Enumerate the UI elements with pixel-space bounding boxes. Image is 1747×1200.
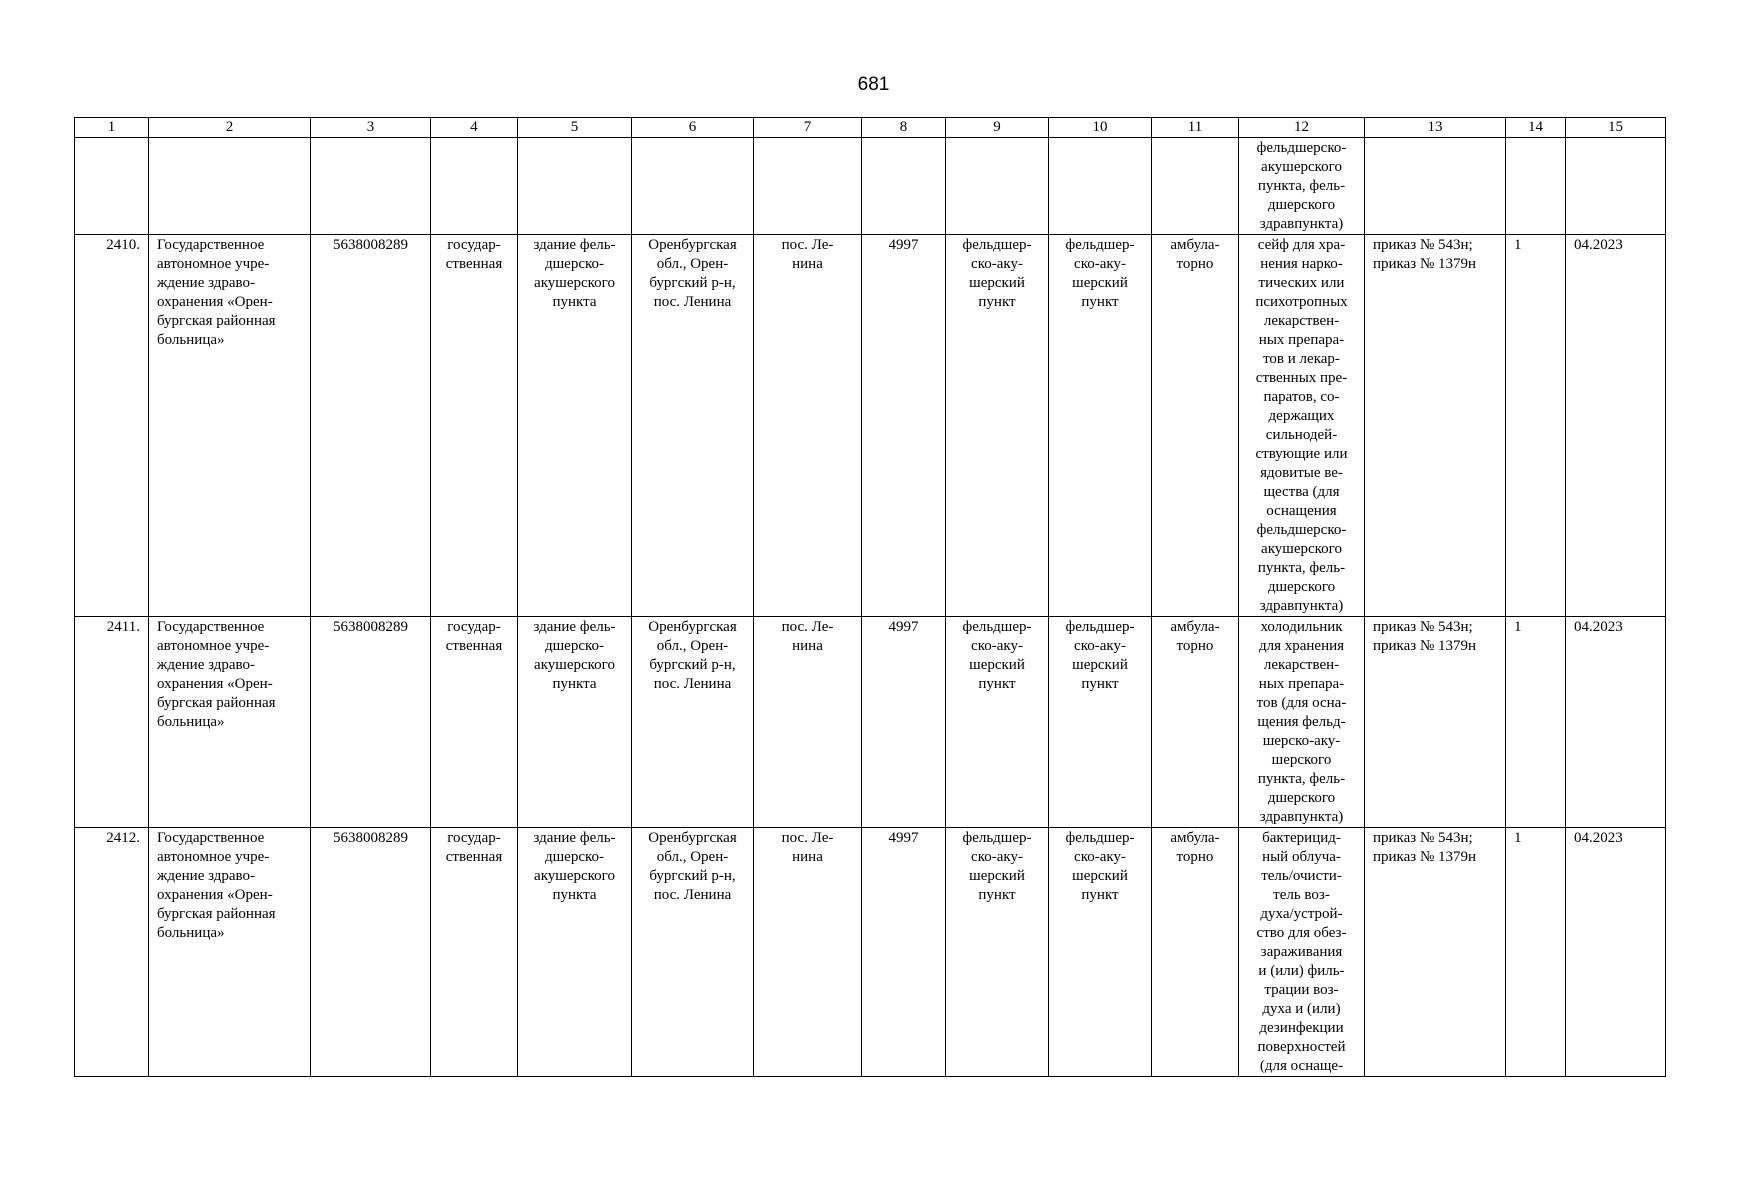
cell-line: зараживания bbox=[1260, 944, 1343, 960]
date-cell: 04.2023 bbox=[1566, 617, 1666, 828]
cell-line: здание фель- bbox=[533, 237, 616, 253]
cell-line: акушерского bbox=[534, 657, 615, 673]
cell-line: Оренбургская bbox=[648, 830, 737, 846]
cell-line: дшерского bbox=[1267, 197, 1336, 213]
cell-line: держащих bbox=[1268, 408, 1335, 424]
cell-line: шерский bbox=[969, 868, 1025, 884]
cell-line: торно bbox=[1176, 849, 1214, 865]
cell-line: ждение здраво- bbox=[157, 868, 256, 884]
cell-line: ственных пре- bbox=[1255, 370, 1348, 386]
cell-line: тель/очисти- bbox=[1261, 868, 1342, 884]
equipment-cell bbox=[1239, 138, 1365, 235]
cell-line: Государственное bbox=[157, 830, 265, 846]
cell-line: ско-аку- bbox=[971, 638, 1023, 654]
ownership-cell bbox=[431, 235, 518, 617]
cell-line: охранения «Орен- bbox=[157, 676, 273, 692]
cell-line: бургская районная bbox=[157, 695, 276, 711]
table-row bbox=[75, 235, 1666, 617]
registry-table bbox=[74, 117, 1666, 1077]
row-number: 2411. bbox=[75, 617, 149, 828]
cell-line: пункта bbox=[552, 676, 597, 692]
equipment-cell bbox=[1239, 235, 1365, 617]
cell-line: бургский р-н, bbox=[649, 657, 736, 673]
inn-cell: 5638008289 bbox=[311, 235, 431, 617]
cell-line: пункт bbox=[1081, 887, 1119, 903]
cell-line: государ- bbox=[447, 830, 501, 846]
column-header: 1 bbox=[75, 118, 149, 138]
cell-line: больница» bbox=[157, 714, 225, 730]
cell-line: дшерского bbox=[1267, 579, 1336, 595]
cell-line: ско-аку- bbox=[971, 849, 1023, 865]
organization-cell bbox=[149, 235, 311, 617]
cell-line: пункта, фель- bbox=[1257, 771, 1346, 787]
cell-line: (для оснаще- bbox=[1259, 1058, 1344, 1074]
cell-line: акушерского bbox=[1261, 159, 1342, 175]
cell-line: лекарствен- bbox=[1263, 313, 1340, 329]
ownership-cell bbox=[431, 828, 518, 1077]
column-header: 3 bbox=[311, 118, 431, 138]
cell-line: лекарствен- bbox=[1263, 657, 1340, 673]
locality-cell bbox=[754, 235, 862, 617]
date-cell: 04.2023 bbox=[1566, 235, 1666, 617]
cell-line: торно bbox=[1176, 638, 1214, 654]
cell-line: шерский bbox=[969, 657, 1025, 673]
cell-line: автономное учре- bbox=[157, 849, 270, 865]
cell-line: ско-аку- bbox=[1074, 849, 1126, 865]
cell-line: амбула- bbox=[1170, 619, 1220, 635]
cell-line: ных препара- bbox=[1258, 676, 1345, 692]
column-header: 4 bbox=[431, 118, 518, 138]
cell-line: психотропных bbox=[1255, 294, 1348, 310]
cell-line: акушерского bbox=[534, 275, 615, 291]
unit-type-cell bbox=[946, 617, 1049, 828]
cell-line: шерский bbox=[1072, 868, 1128, 884]
cell-line: пункт bbox=[1081, 676, 1119, 692]
cell-line: пос. Ленина bbox=[653, 294, 732, 310]
cell-line: шерский bbox=[1072, 657, 1128, 673]
cell-line: торно bbox=[1176, 256, 1214, 272]
cell-line: пункт bbox=[978, 887, 1016, 903]
cell-line: пос. Ле- bbox=[781, 619, 834, 635]
cell-line: ствующие или bbox=[1255, 446, 1348, 462]
inn-cell: 5638008289 bbox=[311, 617, 431, 828]
cell-line: пункта, фель- bbox=[1257, 560, 1346, 576]
orders-cell bbox=[1365, 235, 1506, 617]
cell-line: шерский bbox=[969, 275, 1025, 291]
care-form-cell bbox=[1152, 828, 1239, 1077]
unit-type-cell bbox=[946, 235, 1049, 617]
cell-line: обл., Орен- bbox=[656, 849, 729, 865]
column-header: 13 bbox=[1365, 118, 1506, 138]
cell-line: пункта bbox=[552, 294, 597, 310]
cell-line: здание фель- bbox=[533, 830, 616, 846]
organization-cell bbox=[149, 828, 311, 1077]
equipment-cell bbox=[1239, 617, 1365, 828]
cell-line: фельдшер- bbox=[1065, 237, 1135, 253]
cell-line: тель воз- bbox=[1273, 887, 1330, 903]
cell-line: фельдшер- bbox=[962, 237, 1032, 253]
cell-line: акушерского bbox=[534, 868, 615, 884]
cell-line: фельдшерско- bbox=[1256, 140, 1347, 156]
cell-line: больница» bbox=[157, 925, 225, 941]
unit-name-cell bbox=[1049, 828, 1152, 1077]
cell-line: ядовитые ве- bbox=[1260, 465, 1343, 481]
cell-line: государ- bbox=[447, 619, 501, 635]
cell-line: пункт bbox=[1081, 294, 1119, 310]
cell-line: нения нарко- bbox=[1260, 256, 1343, 272]
column-header: 7 bbox=[754, 118, 862, 138]
cell-line: паратов, со- bbox=[1263, 389, 1340, 405]
address-cell bbox=[632, 617, 754, 828]
address-cell bbox=[632, 235, 754, 617]
cell-line: для хранения bbox=[1258, 638, 1345, 654]
cell-line: ственная bbox=[445, 638, 503, 654]
cell-line: ных препара- bbox=[1258, 332, 1345, 348]
code-cell: 4997 bbox=[862, 617, 946, 828]
building-cell bbox=[518, 828, 632, 1077]
column-header: 11 bbox=[1152, 118, 1239, 138]
cell-line: амбула- bbox=[1170, 830, 1220, 846]
cell-line: бургская районная bbox=[157, 313, 276, 329]
cell-line: пос. Ленина bbox=[653, 676, 732, 692]
cell-line: шерско-аку- bbox=[1262, 733, 1341, 749]
column-header: 12 bbox=[1239, 118, 1365, 138]
cell-line: Оренбургская bbox=[648, 619, 737, 635]
cell-line: ный облуча- bbox=[1262, 849, 1341, 865]
cell-line: приказ № 543н; bbox=[1373, 237, 1473, 253]
cell-line: оснащения bbox=[1266, 503, 1337, 519]
code-cell: 4997 bbox=[862, 828, 946, 1077]
cell-line: тов и лекар- bbox=[1263, 351, 1340, 367]
cell-line: приказ № 1379н bbox=[1373, 256, 1477, 272]
cell-line: обл., Орен- bbox=[656, 638, 729, 654]
cell-line: ждение здраво- bbox=[157, 657, 256, 673]
cell-line: пункта bbox=[552, 887, 597, 903]
cell-line: тических или bbox=[1258, 275, 1345, 291]
cell-line: больница» bbox=[157, 332, 225, 348]
column-header: 2 bbox=[149, 118, 311, 138]
cell-line: пункта, фель- bbox=[1257, 178, 1346, 194]
column-header: 15 bbox=[1566, 118, 1666, 138]
building-cell bbox=[518, 235, 632, 617]
cell-line: щества (для bbox=[1263, 484, 1340, 500]
inn-cell: 5638008289 bbox=[311, 828, 431, 1077]
cell-line: приказ № 1379н bbox=[1373, 638, 1477, 654]
code-cell: 4997 bbox=[862, 235, 946, 617]
cell-line: шерский bbox=[1072, 275, 1128, 291]
cell-line: шерского bbox=[1271, 752, 1332, 768]
cell-line: ско-аку- bbox=[1074, 638, 1126, 654]
column-header: 6 bbox=[632, 118, 754, 138]
unit-type-cell bbox=[946, 828, 1049, 1077]
cell-line: акушерского bbox=[1261, 541, 1342, 557]
cell-line: фельдшер- bbox=[1065, 619, 1135, 635]
cell-line: здание фель- bbox=[533, 619, 616, 635]
ownership-cell bbox=[431, 617, 518, 828]
cell-line: здравпункта) bbox=[1259, 809, 1344, 825]
cell-line: здравпункта) bbox=[1259, 216, 1344, 232]
cell-line: здравпункта) bbox=[1259, 598, 1344, 614]
column-header: 9 bbox=[946, 118, 1049, 138]
cell-line: дшерско- bbox=[544, 638, 605, 654]
cell-line: нина bbox=[792, 256, 823, 272]
cell-line: трации воз- bbox=[1264, 982, 1339, 998]
cell-line: бургская районная bbox=[157, 906, 276, 922]
column-header: 14 bbox=[1506, 118, 1566, 138]
cell-line: ждение здраво- bbox=[157, 275, 256, 291]
cell-line: пункт bbox=[978, 294, 1016, 310]
quantity-cell: 1 bbox=[1506, 235, 1566, 617]
cell-line: нина bbox=[792, 638, 823, 654]
cell-line: автономное учре- bbox=[157, 638, 270, 654]
page-number: 681 bbox=[857, 74, 890, 95]
quantity-cell: 1 bbox=[1506, 828, 1566, 1077]
cell-line: пос. Ле- bbox=[781, 237, 834, 253]
column-number-row bbox=[75, 118, 1666, 138]
unit-name-cell bbox=[1049, 617, 1152, 828]
locality-cell bbox=[754, 617, 862, 828]
cell-line: поверхностей bbox=[1257, 1039, 1346, 1055]
cell-line: приказ № 543н; bbox=[1373, 830, 1473, 846]
cell-line: пос. Ленина bbox=[653, 887, 732, 903]
cell-line: дшерского bbox=[1267, 790, 1336, 806]
cell-line: приказ № 543н; bbox=[1373, 619, 1473, 635]
date-cell: 04.2023 bbox=[1566, 828, 1666, 1077]
cell-line: обл., Орен- bbox=[656, 256, 729, 272]
cell-line: фельдшерско- bbox=[1256, 522, 1347, 538]
address-cell bbox=[632, 828, 754, 1077]
column-header: 8 bbox=[862, 118, 946, 138]
cell-line: сильнодей- bbox=[1265, 427, 1338, 443]
cell-line: пункт bbox=[978, 676, 1016, 692]
cell-line: государ- bbox=[447, 237, 501, 253]
care-form-cell bbox=[1152, 617, 1239, 828]
continuation-row bbox=[75, 138, 1666, 235]
cell-line: духа и (или) bbox=[1262, 1001, 1341, 1017]
row-number: 2410. bbox=[75, 235, 149, 617]
cell-line: щения фельд- bbox=[1257, 714, 1346, 730]
column-header: 5 bbox=[518, 118, 632, 138]
cell-line: приказ № 1379н bbox=[1373, 849, 1477, 865]
orders-cell bbox=[1365, 617, 1506, 828]
cell-line: духа/устрой- bbox=[1260, 906, 1343, 922]
cell-line: Оренбургская bbox=[648, 237, 737, 253]
building-cell bbox=[518, 617, 632, 828]
cell-line: пос. Ле- bbox=[781, 830, 834, 846]
cell-line: сейф для хра- bbox=[1257, 237, 1346, 253]
cell-line: охранения «Орен- bbox=[157, 294, 273, 310]
cell-line: Государственное bbox=[157, 237, 265, 253]
cell-line: дшерско- bbox=[544, 256, 605, 272]
column-header: 10 bbox=[1049, 118, 1152, 138]
cell-line: и (или) филь- bbox=[1258, 963, 1345, 979]
row-number: 2412. bbox=[75, 828, 149, 1077]
cell-line: фельдшер- bbox=[1065, 830, 1135, 846]
cell-line: ственная bbox=[445, 256, 503, 272]
cell-line: автономное учре- bbox=[157, 256, 270, 272]
organization-cell bbox=[149, 617, 311, 828]
cell-line: ство для обез- bbox=[1256, 925, 1347, 941]
cell-line: Государственное bbox=[157, 619, 265, 635]
cell-line: фельдшер- bbox=[962, 619, 1032, 635]
orders-cell bbox=[1365, 828, 1506, 1077]
cell-line: ственная bbox=[445, 849, 503, 865]
cell-line: ско-аку- bbox=[1074, 256, 1126, 272]
cell-line: бактерицид- bbox=[1262, 830, 1341, 846]
cell-line: ско-аку- bbox=[971, 256, 1023, 272]
equipment-cell bbox=[1239, 828, 1365, 1077]
cell-line: холодильник bbox=[1260, 619, 1343, 635]
locality-cell bbox=[754, 828, 862, 1077]
table-row bbox=[75, 828, 1666, 1077]
cell-line: амбула- bbox=[1170, 237, 1220, 253]
unit-name-cell bbox=[1049, 235, 1152, 617]
quantity-cell: 1 bbox=[1506, 617, 1566, 828]
cell-line: нина bbox=[792, 849, 823, 865]
table-row bbox=[75, 617, 1666, 828]
cell-line: дезинфекции bbox=[1259, 1020, 1344, 1036]
care-form-cell bbox=[1152, 235, 1239, 617]
cell-line: тов (для осна- bbox=[1256, 695, 1347, 711]
cell-line: бургский р-н, bbox=[649, 868, 736, 884]
cell-line: охранения «Орен- bbox=[157, 887, 273, 903]
cell-line: дшерско- bbox=[544, 849, 605, 865]
cell-line: бургский р-н, bbox=[649, 275, 736, 291]
cell-line: фельдшер- bbox=[962, 830, 1032, 846]
